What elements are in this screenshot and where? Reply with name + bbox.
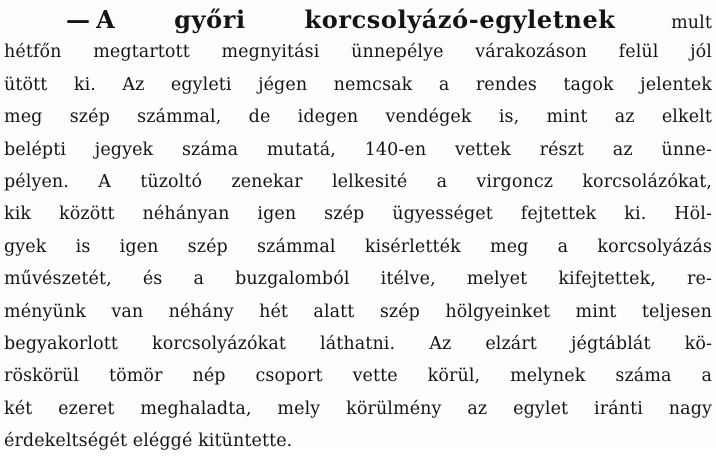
article-line: gyek is igen szép számmal kisérlették meg a korcsolyázás — [4, 236, 712, 257]
article-line: hétfőn megtartott megnyitási ünnepélye várakozáson felül jól — [4, 42, 712, 63]
article-line: művészetét, és a buzgalomból itélve, melyet kifejtettek, re- — [4, 269, 712, 290]
article-lead-line — [4, 4, 712, 36]
lead-dash: — — [66, 5, 91, 34]
article-line: ütött ki. Az egyleti jégen nemcsak a rendes tagok jelentek — [4, 74, 712, 95]
article-headline: A győri korcsolyázó-egyletnek — [96, 5, 616, 34]
article-line: két ezeret meghaladta, mely körülmény az egylet iránti nagy — [4, 398, 712, 419]
article-line-last: érdekeltségét eléggé kitüntette. — [4, 431, 293, 452]
article-line: kik között néhányan igen szép ügyességet fejtettek ki. Höl- — [4, 204, 712, 225]
article-line: ményünk van néhány hét alatt szép hölgyeinket mint teljesen — [4, 301, 712, 322]
article-line: meg szép számmal, de idegen vendégek is, mint az elkelt — [4, 107, 712, 128]
article-line: röskörül tömör nép csoport vette körül, melynek száma a — [4, 366, 712, 387]
article-line: belépti jegyek száma mutatá, 140-en vettek részt az ünne- — [4, 139, 712, 160]
article-body — [4, 4, 712, 457]
lead-continuation: mult — [671, 13, 712, 33]
article-line: begyakorlott korcsolyázókat láthatni. Az elzárt jégtáblát kö- — [4, 333, 712, 354]
article-line: pélyen. A tüzoltó zenekar lelkesité a virgoncz korcsolázókat, — [4, 171, 712, 192]
